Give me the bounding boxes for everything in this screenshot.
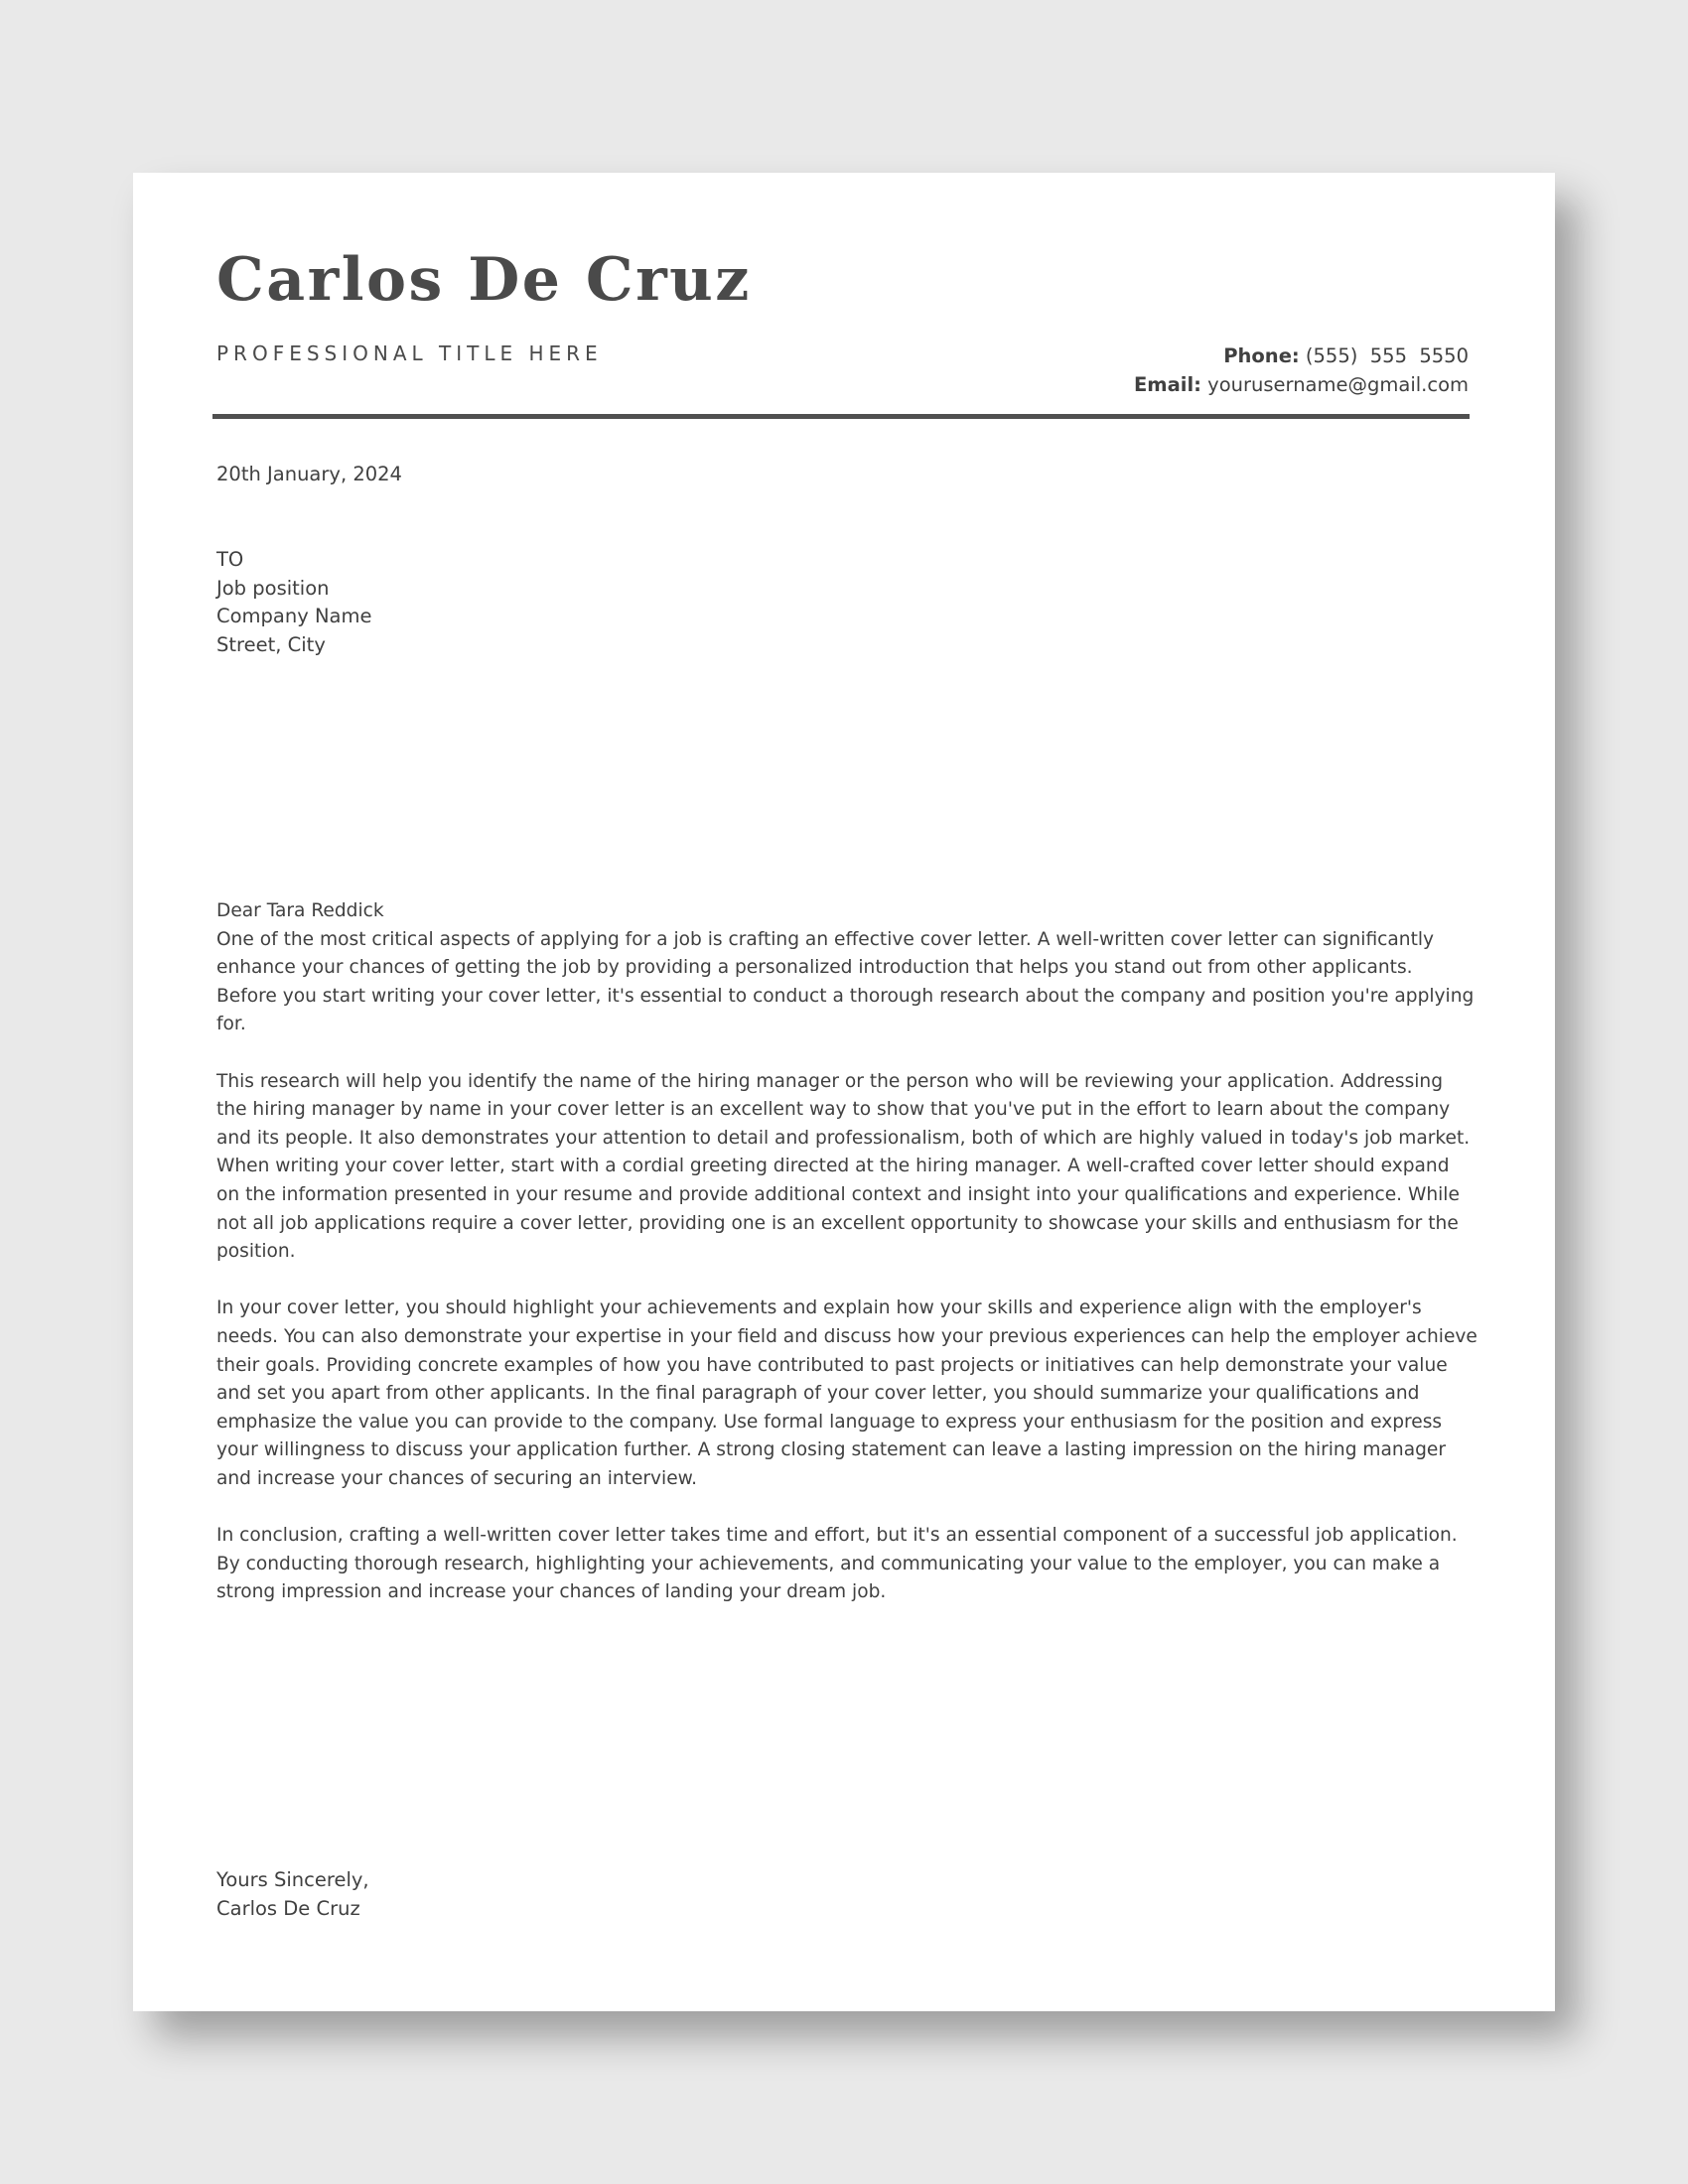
body-paragraph: In conclusion, crafting a well-written cover letter takes time and effort, but it's an essential component of a successful job application. By conducting thorough research, highlighting your achievements, and communicating your value to the employer, you can make a strong impression and increase your chances of landing your dream job. (216, 1525, 1458, 1603)
email-label: Email: (1133, 373, 1201, 396)
body-paragraph: One of the most critical aspects of applying for a job is crafting an effective cover letter. A well-written cover letter can significantly enhance your chances of getting the job by providing a personalized introduction that helps you stand out from other applicants. Before you start writing your cover letter, it's essential to conduct a thorough research about the company and position you're applying for. (216, 928, 1475, 1035)
letter-date: 20th January, 2024 (216, 463, 402, 485)
valediction: Yours Sincerely, (216, 1868, 369, 1891)
recipient-address: Street, City (216, 632, 326, 656)
recipient-block (216, 546, 372, 659)
letter-page (133, 173, 1555, 2011)
recipient-job-position: Job position (216, 576, 330, 600)
phone-label: Phone: (1223, 344, 1300, 367)
body-paragraph: This research will help you identify the name of the hiring manager or the person who will be reviewing your application. Addressing the hiring manager by name in your cover letter is an excellent way to show that you've put in the effort to learn about the company and its people. It also demonstrates your attention to detail and professionalism, both of which are highly valued in today's job market. When writing your cover letter, start with a cordial greeting directed at the hiring manager. A well-crafted cover letter should expand on the information presented in your resume and provide additional context and insight into your qualifications and experience. While not all job applications require a cover letter, providing one is an excellent opportunity to showcase your skills and enthusiasm for the position. (216, 1070, 1471, 1263)
signature-name: Carlos De Cruz (216, 1896, 360, 1920)
letter-body (216, 897, 1477, 1635)
recipient-company: Company Name (216, 605, 372, 628)
contact-info (1134, 341, 1469, 399)
phone-line (1134, 341, 1469, 370)
salutation: Dear Tara Reddick (216, 900, 384, 921)
recipient-to: TO (216, 548, 244, 571)
email-line (1134, 370, 1469, 399)
body-paragraph: In your cover letter, you should highlight your achievements and explain how your skills and experience align with the employer's needs. You can also demonstrate your expertise in your field and discuss how your previous experiences can help the employer achieve their goals. Providing concrete examples of how you have contributed to past projects or initiatives can help demonstrate your value and set you apart from other applicants. In the final paragraph of your cover letter, you should summarize your qualifications and emphasize the value you can provide to the company. Use formal language to express your enthusiasm for the position and express your willingness to discuss your application further. A strong closing statement can leave a lasting impression on the hiring manager and increase your chances of securing an interview. (216, 1297, 1477, 1489)
header-divider (212, 414, 1470, 419)
email-value: yourusername@gmail.com (1207, 373, 1469, 396)
sender-name: Carlos De Cruz (216, 245, 752, 315)
closing-block (216, 1866, 369, 1923)
professional-title: PROFESSIONAL TITLE HERE (216, 341, 603, 365)
phone-value: (555) 555 5550 (1305, 344, 1469, 367)
